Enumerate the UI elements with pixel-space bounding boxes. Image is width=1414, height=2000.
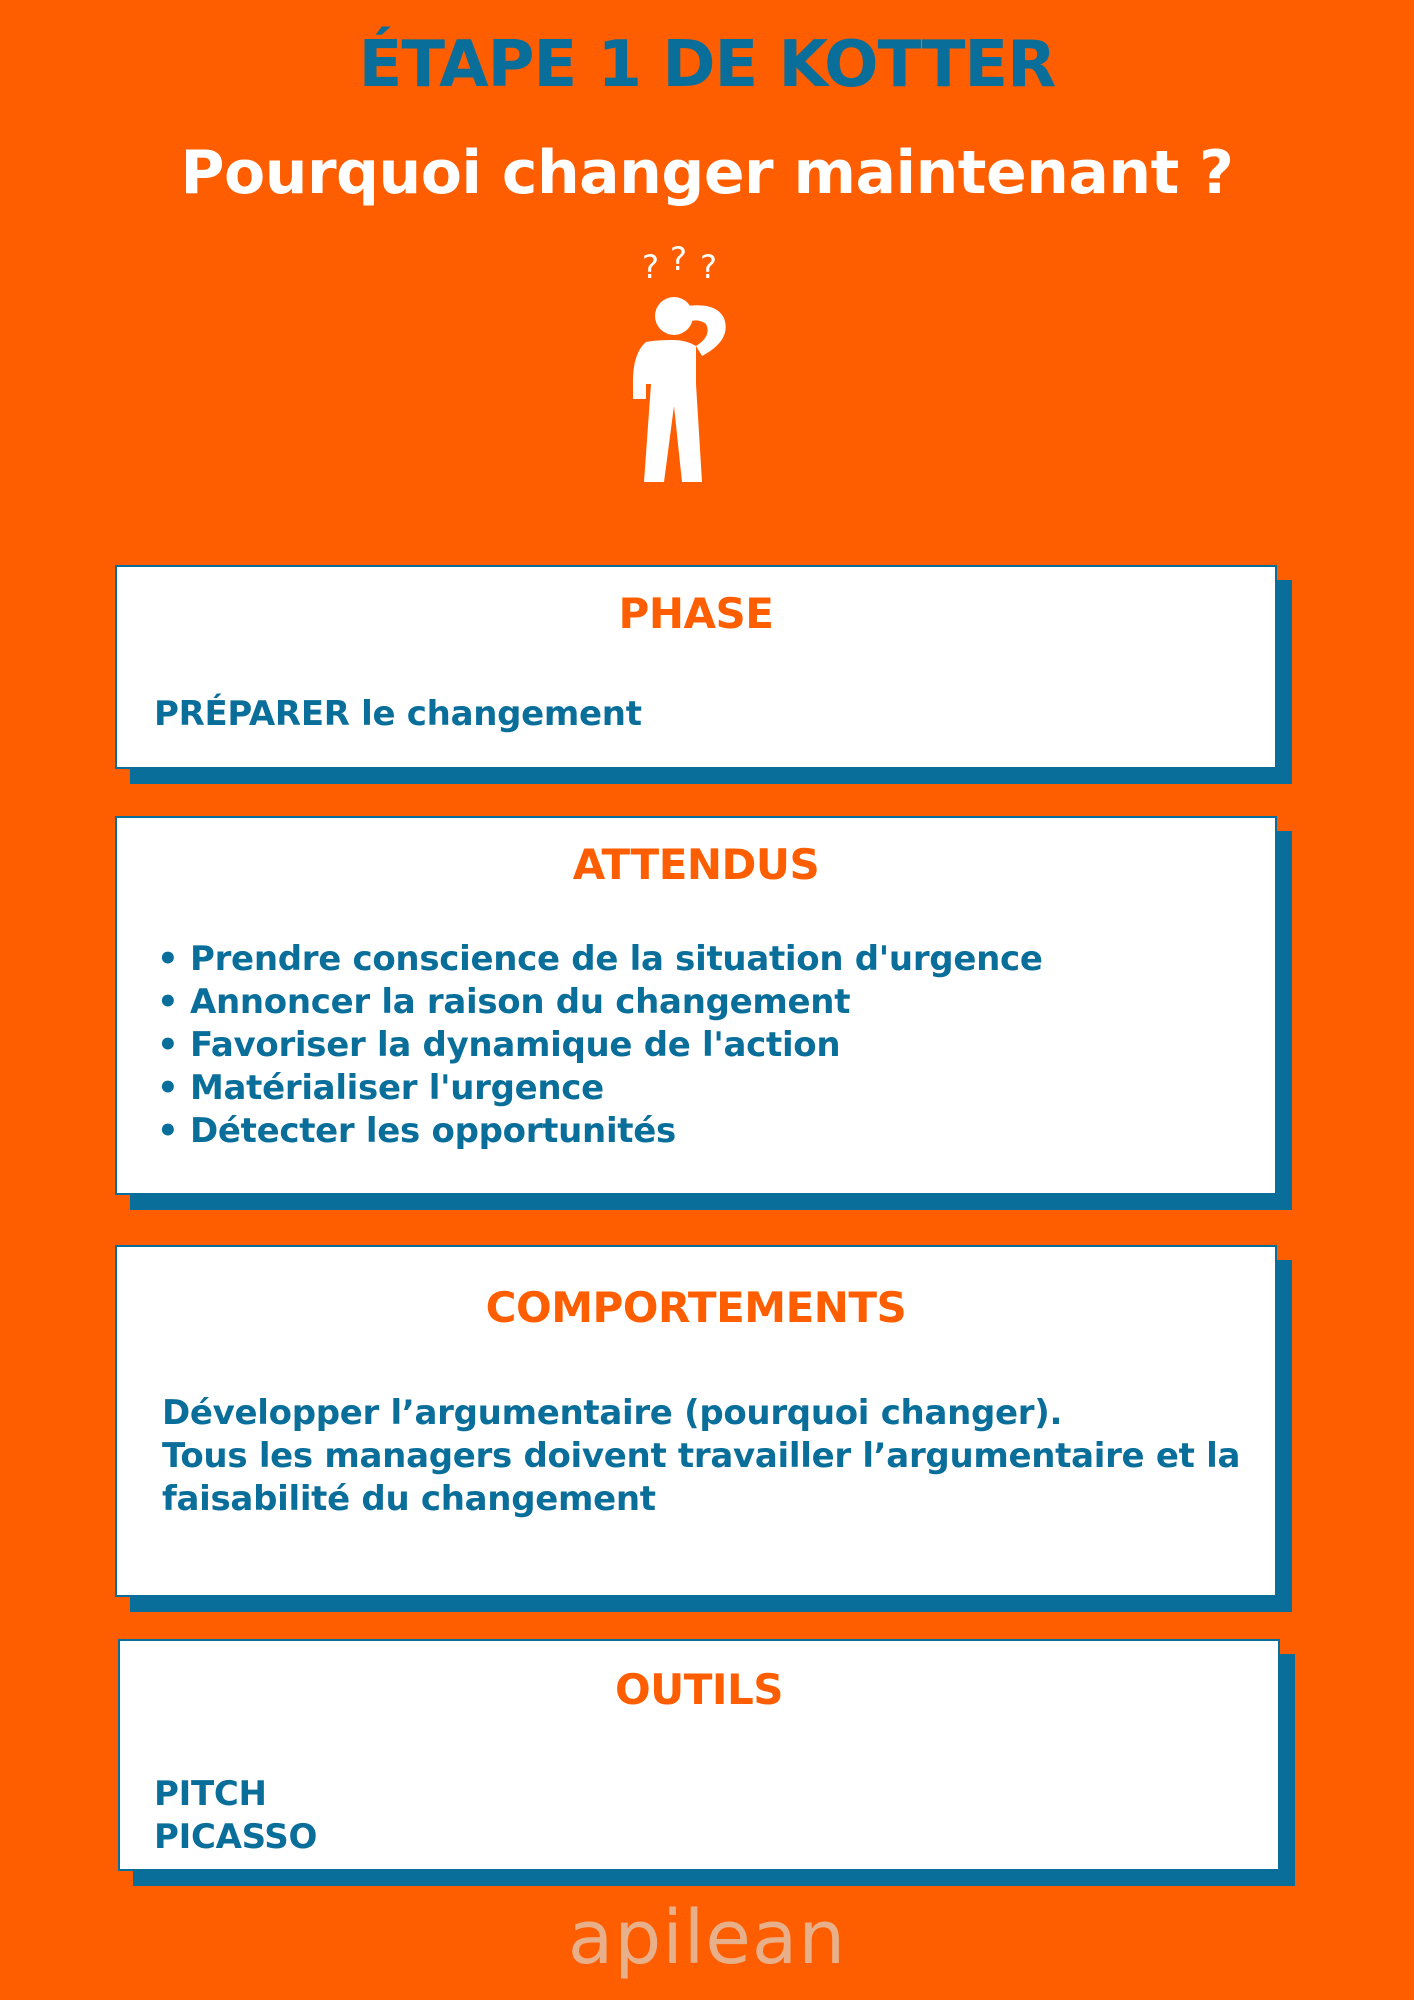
phase-card bbox=[115, 565, 1277, 769]
text-line: PICASSO bbox=[154, 1817, 318, 1857]
attendus-list bbox=[157, 938, 1043, 1153]
attendus-card bbox=[115, 816, 1277, 1195]
list-item: • Favoriser la dynamique de l'action bbox=[157, 1024, 1043, 1067]
confused-person-icon bbox=[620, 236, 740, 491]
text-line: Tous les managers doivent travailler l’argumentaire et la bbox=[162, 1436, 1241, 1476]
outils-text bbox=[154, 1773, 317, 1859]
text-line: PITCH bbox=[154, 1774, 267, 1814]
phase-title: PHASE bbox=[618, 589, 774, 638]
list-item: • Annoncer la raison du changement bbox=[157, 981, 1043, 1024]
svg-text:?: ? bbox=[642, 248, 659, 286]
attendus-title: ATTENDUS bbox=[572, 840, 820, 889]
svg-text:?: ? bbox=[670, 240, 687, 278]
page-title: ÉTAPE 1 DE KOTTER bbox=[358, 28, 1056, 102]
list-item: • Prendre conscience de la situation d'urgence bbox=[157, 938, 1043, 981]
list-item: • Détecter les opportunités bbox=[157, 1110, 1043, 1153]
page-subtitle: Pourquoi changer maintenant ? bbox=[180, 138, 1234, 208]
comportements-card bbox=[115, 1245, 1277, 1597]
text-line: faisabilité du changement bbox=[162, 1479, 656, 1519]
outils-title: OUTILS bbox=[614, 1665, 784, 1714]
list-item: • Matérialiser l'urgence bbox=[157, 1067, 1043, 1110]
outils-card bbox=[118, 1639, 1280, 1871]
text-line: Développer l’argumentaire (pourquoi changer). bbox=[162, 1393, 1063, 1433]
comportements-text bbox=[162, 1392, 1240, 1521]
comportements-title: COMPORTEMENTS bbox=[485, 1283, 907, 1332]
phase-text: PRÉPARER le changement bbox=[154, 694, 642, 734]
apilean-logo: apilean bbox=[567, 1895, 847, 1981]
svg-text:?: ? bbox=[700, 248, 717, 286]
